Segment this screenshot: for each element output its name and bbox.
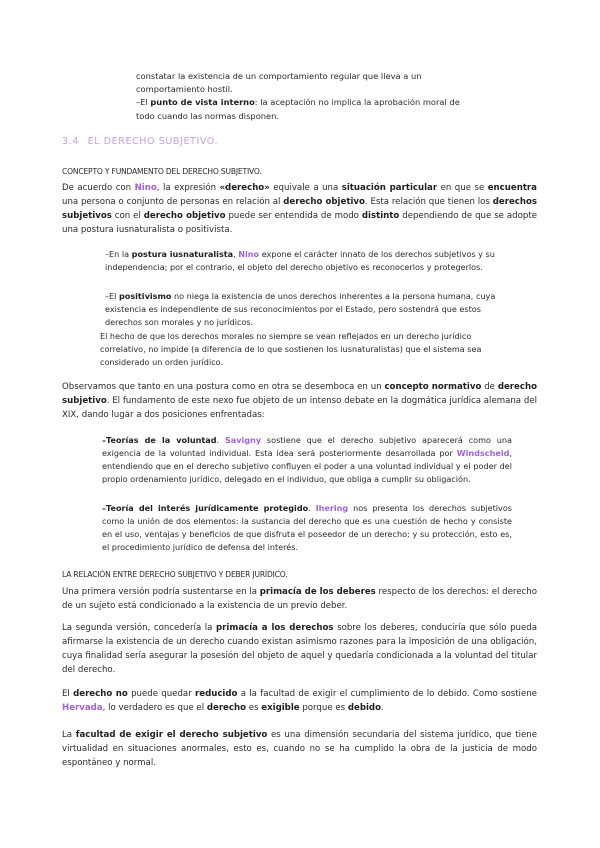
term: derecho objetivo [283, 197, 365, 208]
text: . [308, 503, 316, 513]
term: encuentra [487, 183, 537, 193]
author-name: Ihering [315, 503, 349, 513]
term: derecho objetivo [143, 211, 226, 222]
term: distinto [361, 211, 400, 222]
subheading: LA RELACIÓN ENTRE DERECHO SUBJETIVO Y DEBER JURÍDICO. [62, 570, 288, 579]
text: porque es [299, 703, 348, 714]
term: «derecho» [219, 183, 270, 193]
bullet [105, 248, 515, 274]
text: no niega la existencia de unos derechos inherentes a la persona humana, cuya existencia es independiente de sus reconocimientos por el Estado, pero sostendrá que estos derechos son morales y no jurídicos. [105, 291, 496, 327]
term: derecho no [73, 689, 128, 699]
term: postura iusnaturalista [131, 249, 234, 259]
author-name: Nino [238, 249, 260, 259]
term: debido [347, 703, 381, 714]
bullet [105, 290, 515, 329]
theory-item [102, 502, 512, 554]
term: derecho [206, 703, 247, 714]
text: es [246, 703, 262, 714]
text: El [62, 689, 74, 699]
intro-line: –El [136, 97, 151, 108]
term: –Teoría del interés jurídicamente protegido [102, 503, 309, 513]
term: situación particular [341, 183, 438, 193]
text: respecto de los derechos: el derecho de un sujeto está condicionado a la existencia de un previo deber. [62, 587, 537, 612]
text: Una primera versión podría sustentarse en la [62, 587, 260, 597]
author-name: Hervada [62, 703, 103, 714]
theory-item [102, 434, 512, 486]
term: punto de vista interno [150, 97, 255, 108]
paragraph [62, 181, 537, 237]
paragraph: El hecho de que los derechos morales no siempre se vean reflejados en un derecho jurídico correlativo, no impide (a diferencia de lo que sostienen los iusnaturalistas) que el sistema sea considerado un orden jurídico. [100, 331, 482, 367]
author-name: Windscheid [456, 447, 510, 458]
intro-text [136, 70, 466, 123]
text: , [233, 249, 239, 259]
text: . [380, 703, 384, 714]
text: de [481, 382, 498, 392]
term: –Teorías de la voluntad [102, 435, 217, 445]
text: La segunda versión, concedería la [62, 623, 217, 633]
paragraph [62, 621, 537, 677]
subheading: CONCEPTO Y FUNDAMENTO DEL DERECHO SUBJETIVO. [62, 167, 262, 176]
text: a la facultad de exigir el cumplimiento de lo debido. Como sostiene [237, 689, 537, 699]
text: en que se [437, 183, 488, 193]
term: reducido [195, 689, 238, 699]
text: –El [105, 291, 119, 301]
term: derecho subjetivo [62, 382, 537, 407]
term: primacía a los derechos [216, 623, 334, 633]
text: puede ser entendida de modo [225, 211, 362, 222]
text: , la expresión [156, 183, 220, 193]
section-number: 3.4 [62, 136, 79, 147]
term: positivismo [118, 291, 172, 301]
text: una persona o conjunto de personas en relación al [62, 197, 284, 208]
text: dependiendo de que se adopte una postura iusnaturalista o positivista. [62, 211, 537, 236]
text: . El fundamento de este nexo fue objeto de un intenso debate en la dogmática jurídica alemana del XIX, dando lugar a dos posiciones enfrentadas: [62, 396, 537, 421]
intro-line: comportamiento hostil. [136, 84, 233, 95]
text: equivale a una [269, 183, 342, 193]
paragraph [62, 687, 537, 715]
text: nos presenta los derechos subjetivos como la unión de dos elementos: la sustancia del derecho que es una cuestión de hecho y consiste en el uso, ventajas y beneficios de que disfruta el poseedor de un derecho; y su protección, esto es, el procedimiento jurídico de defensa del interés. [102, 503, 512, 552]
section-title: EL DERECHO SUBJETIVO. [87, 136, 219, 147]
intro-line: : la aceptación no implica la aprobación moral de [254, 97, 460, 108]
text: sobre los deberes, conduciría que sólo pueda afirmarse la existencia de un derecho cuando existan asimismo razones para la imposición de una obligación, cuya finalidad sería asegurar la posesión del objeto de aquel y quedaría condicionada a la voluntad del titular del derecho. [62, 623, 537, 676]
paragraph [62, 728, 537, 770]
text: expone el carácter innato de los derechos subjetivos y su independencia; por el contrario, el objeto del derecho objetivo es reconocerlos y protegerlos. [105, 249, 495, 272]
paragraph [62, 380, 537, 422]
section-heading [62, 136, 218, 147]
intro-line: constatar la existencia de un comportamiento regular que lleva a un [136, 71, 422, 81]
text: De acuerdo con [62, 183, 135, 193]
text: Observamos que tanto en una postura como en otra se desemboca en un [62, 382, 385, 392]
text: con el [111, 211, 144, 222]
term: derechos subjetivos [62, 197, 538, 222]
term: exigible [261, 703, 300, 714]
text: , entendiendo que en el derecho subjetivo confluyen el poder a una voluntad individual y el poder del propio ordenamiento jurídico, delegado en el individuo, que obliga a cumplir su obligación. [102, 447, 512, 484]
term: concepto normativo [384, 382, 482, 392]
text: , lo verdadero es que el [102, 703, 207, 714]
text: . Esta relación que tienen los [364, 197, 493, 208]
text: La [62, 730, 76, 740]
intro-line: todo cuando las normas disponen. [136, 110, 280, 121]
text: sostiene que el derecho subjetivo aparecerá como una exigencia de la voluntad individual. Esta idea será posteriormente desarrollada por [102, 435, 512, 458]
text: puede quedar [127, 689, 195, 699]
term: facultad de exigir el derecho subjetivo [75, 730, 268, 740]
term: primacía de los deberes [259, 587, 376, 597]
paragraph [62, 585, 537, 613]
text: es una dimensión secundaria del sistema jurídico, que tiene virtualidad en situaciones anormales, esto es, cuando no se ha cumplido la obra de la justicia de modo espontáneo y normal. [62, 730, 537, 769]
author-name: Nino [134, 183, 157, 193]
text: –En la [105, 249, 132, 259]
author-name: Savigny [224, 435, 262, 445]
text: . [216, 435, 225, 445]
